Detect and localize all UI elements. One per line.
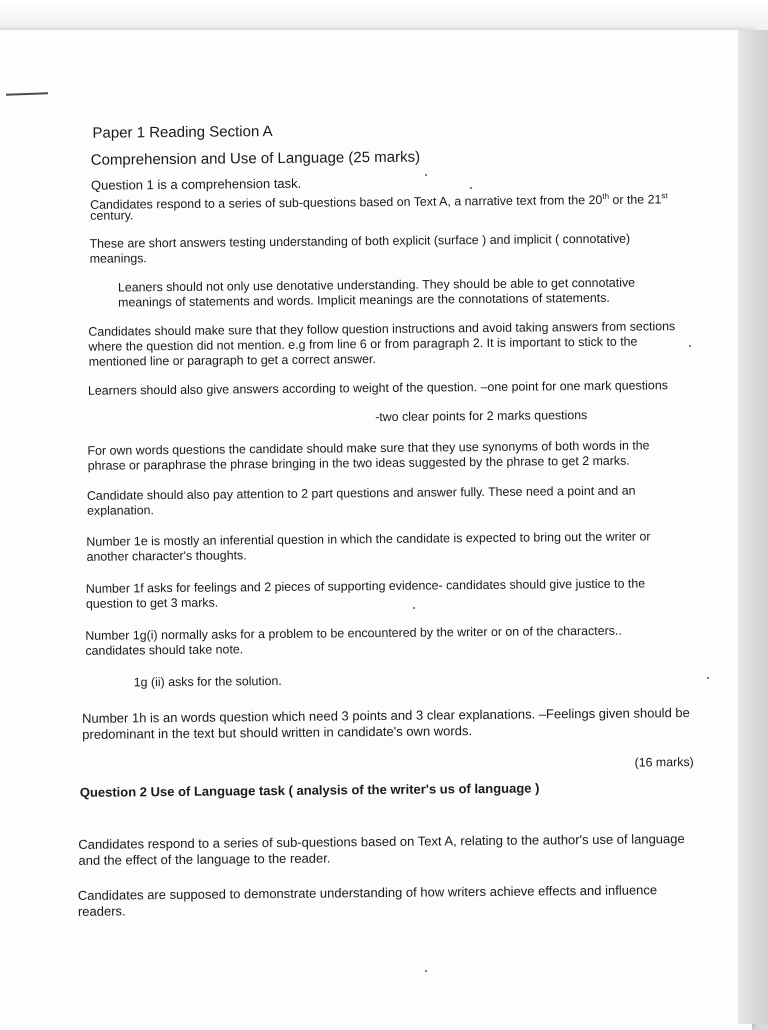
q1-instr-3: mentioned line or paragraph to get a correct answer.	[88, 352, 376, 369]
speck	[425, 970, 427, 972]
q1-short-1: These are short answers testing understanding of both explicit (surface ) and implicit ( connotative)	[89, 231, 631, 251]
q1-n1f-1: Number 1f asks for feelings and 2 pieces of supporting evidence- candidates should give justice to the	[85, 576, 646, 596]
speck	[425, 174, 427, 176]
q1-n1g-ii: 1g (ii) asks for the solution.	[133, 673, 282, 690]
q1-instr-2: where the question did not mention. e.g from line 6 or from paragraph 2. It is important to stick to the	[88, 334, 638, 354]
page-subtitle: Comprehension and Use of Language (25 marks)	[90, 148, 421, 169]
q1-instr-1: Candidates should make sure that they follow question instructions and avoid taking answers from sections	[88, 319, 676, 339]
q1-sup-th: th	[602, 191, 610, 201]
q2-respond-1: Candidates respond to a series of sub-questions based on Text A, relating to the author's use of language	[78, 831, 685, 852]
q1-leaners-1: Leaners should not only use denotative understanding. They should be able to get connotative	[117, 275, 636, 295]
q1-respond-a: Candidates respond to a series of sub-questions based on Text A, a narrative text from the 20	[90, 192, 603, 212]
q1-leaners-2: meanings of statements and words. Implicit meanings are the connotations of statements.	[118, 290, 610, 310]
q1-respond-b: or the 21	[608, 192, 662, 207]
q1-weight-1: Learners should also give answers according to weight of the question. –one point for one mark questions	[87, 378, 668, 398]
q1-weight-2: -two clear points for 2 marks questions	[375, 408, 588, 425]
q1-n1g-2: candidates should take note.	[85, 642, 244, 658]
q2-heading: Question 2 Use of Language task ( analysis of the writer's us of language )	[79, 780, 540, 800]
q1-n1g-1: Number 1g(i) normally asks for a problem to be encountered by the writer or on of the characters..	[85, 623, 622, 643]
q1-n1h-1: Number 1h is an words question which need 3 points and 3 clear explanations. –Feelings given should be	[82, 705, 690, 726]
q1-sup-st: st	[661, 191, 668, 201]
q1-n1e-1: Number 1e is mostly an inferential question in which the candidate is expected to bring out the writer or	[86, 529, 651, 549]
speck	[707, 677, 709, 679]
page-title: Paper 1 Reading Section A	[92, 123, 273, 142]
q2-demo-1: Candidates are supposed to demonstrate understanding of how writers achieve effects and influence	[77, 882, 658, 903]
q1-part-1: Candidate should also pay attention to 2 part questions and answer fully. These need a point and an	[86, 483, 636, 503]
q1-short-2: meanings.	[89, 251, 147, 266]
speck	[470, 187, 472, 189]
q1-respond-c: century.	[90, 208, 134, 223]
q1-part-2: explanation.	[87, 503, 154, 518]
speck	[413, 607, 415, 609]
q1-intro: Question 1 is a comprehension task.	[90, 175, 302, 193]
q2-respond-2: and the effect of the language to the reader.	[78, 850, 331, 868]
speck	[689, 345, 691, 347]
q1-marks: (16 marks)	[634, 755, 694, 770]
q1-n1h-2: predominant in the text but should written in candidate's own words.	[82, 723, 473, 742]
q1-own-2: phrase or paraphrase the phrase bringing in the two ideas suggested by the phrase to get 2 marks.	[87, 453, 630, 473]
q1-n1f-2: question to get 3 marks.	[85, 595, 219, 611]
q2-demo-2: readers.	[77, 903, 126, 919]
q1-own-1: For own words questions the candidate should make sure that they use synonyms of both words in the	[87, 438, 650, 458]
q1-n1e-2: another character's thoughts.	[86, 548, 247, 564]
